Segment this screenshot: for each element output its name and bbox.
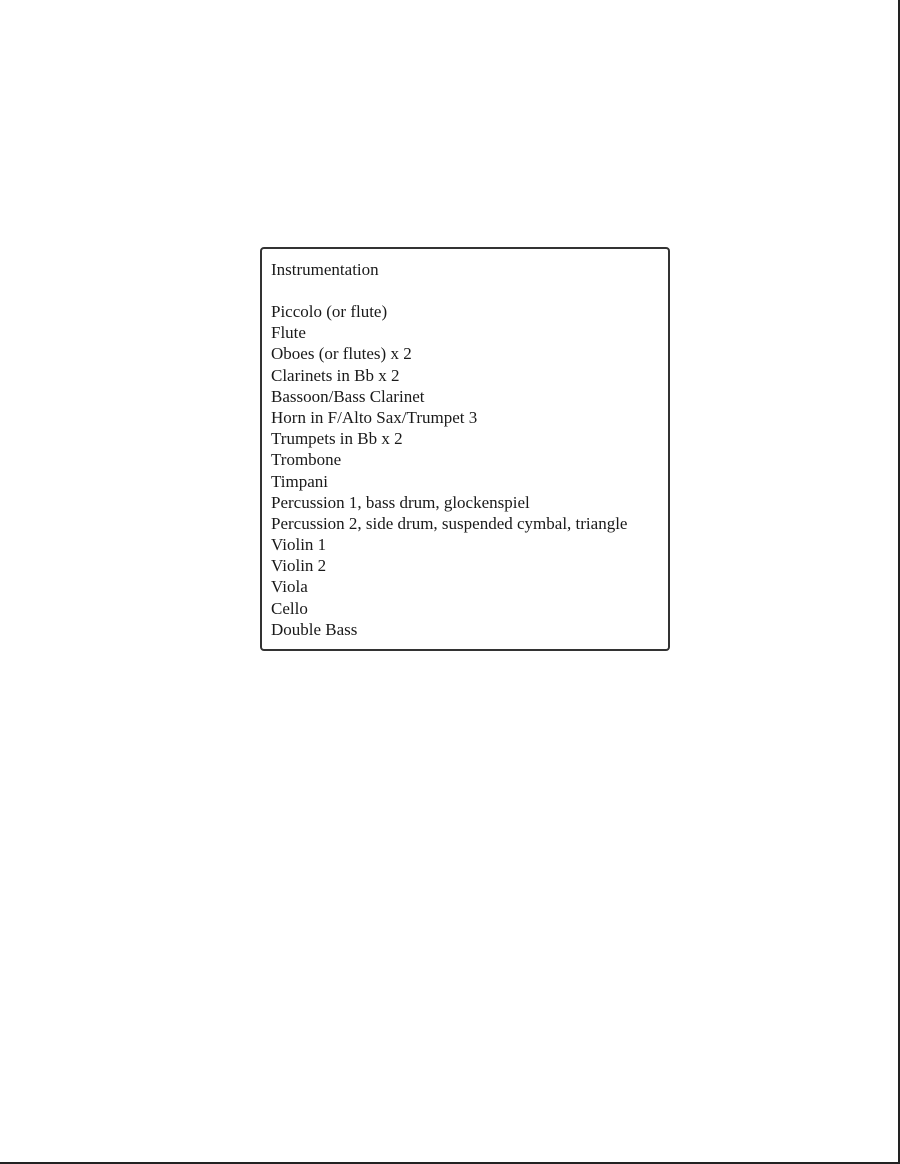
instrument-item: Bassoon/Bass Clarinet xyxy=(271,386,425,406)
instrument-item: Timpani xyxy=(271,471,329,491)
instrument-item: Trombone xyxy=(271,450,342,470)
instrument-item: Oboes (or flutes) x 2 xyxy=(271,344,412,364)
instrument-item: Horn in F/Alto Sax/Trumpet 3 xyxy=(271,407,478,427)
instrument-item: Violin 2 xyxy=(271,556,327,576)
instrument-item: Clarinets in Bb x 2 xyxy=(271,365,400,385)
instrument-item: Trumpets in Bb x 2 xyxy=(271,429,403,449)
instrument-item: Flute xyxy=(271,323,306,343)
instrumentation-box xyxy=(260,247,670,651)
instrument-item: Viola xyxy=(271,577,308,597)
instrument-item: Percussion 2, side drum, suspended cymbal, triangle xyxy=(271,513,628,533)
instrument-item: Violin 1 xyxy=(271,535,327,555)
instrument-item: Cello xyxy=(271,598,308,618)
instrument-item: Piccolo (or flute) xyxy=(271,302,388,321)
instrument-item: Percussion 1, bass drum, glockenspiel xyxy=(271,492,530,512)
instrument-item: Double Bass xyxy=(271,619,358,639)
instrumentation-heading: Instrumentation xyxy=(271,260,379,279)
instrument-list xyxy=(271,301,659,640)
